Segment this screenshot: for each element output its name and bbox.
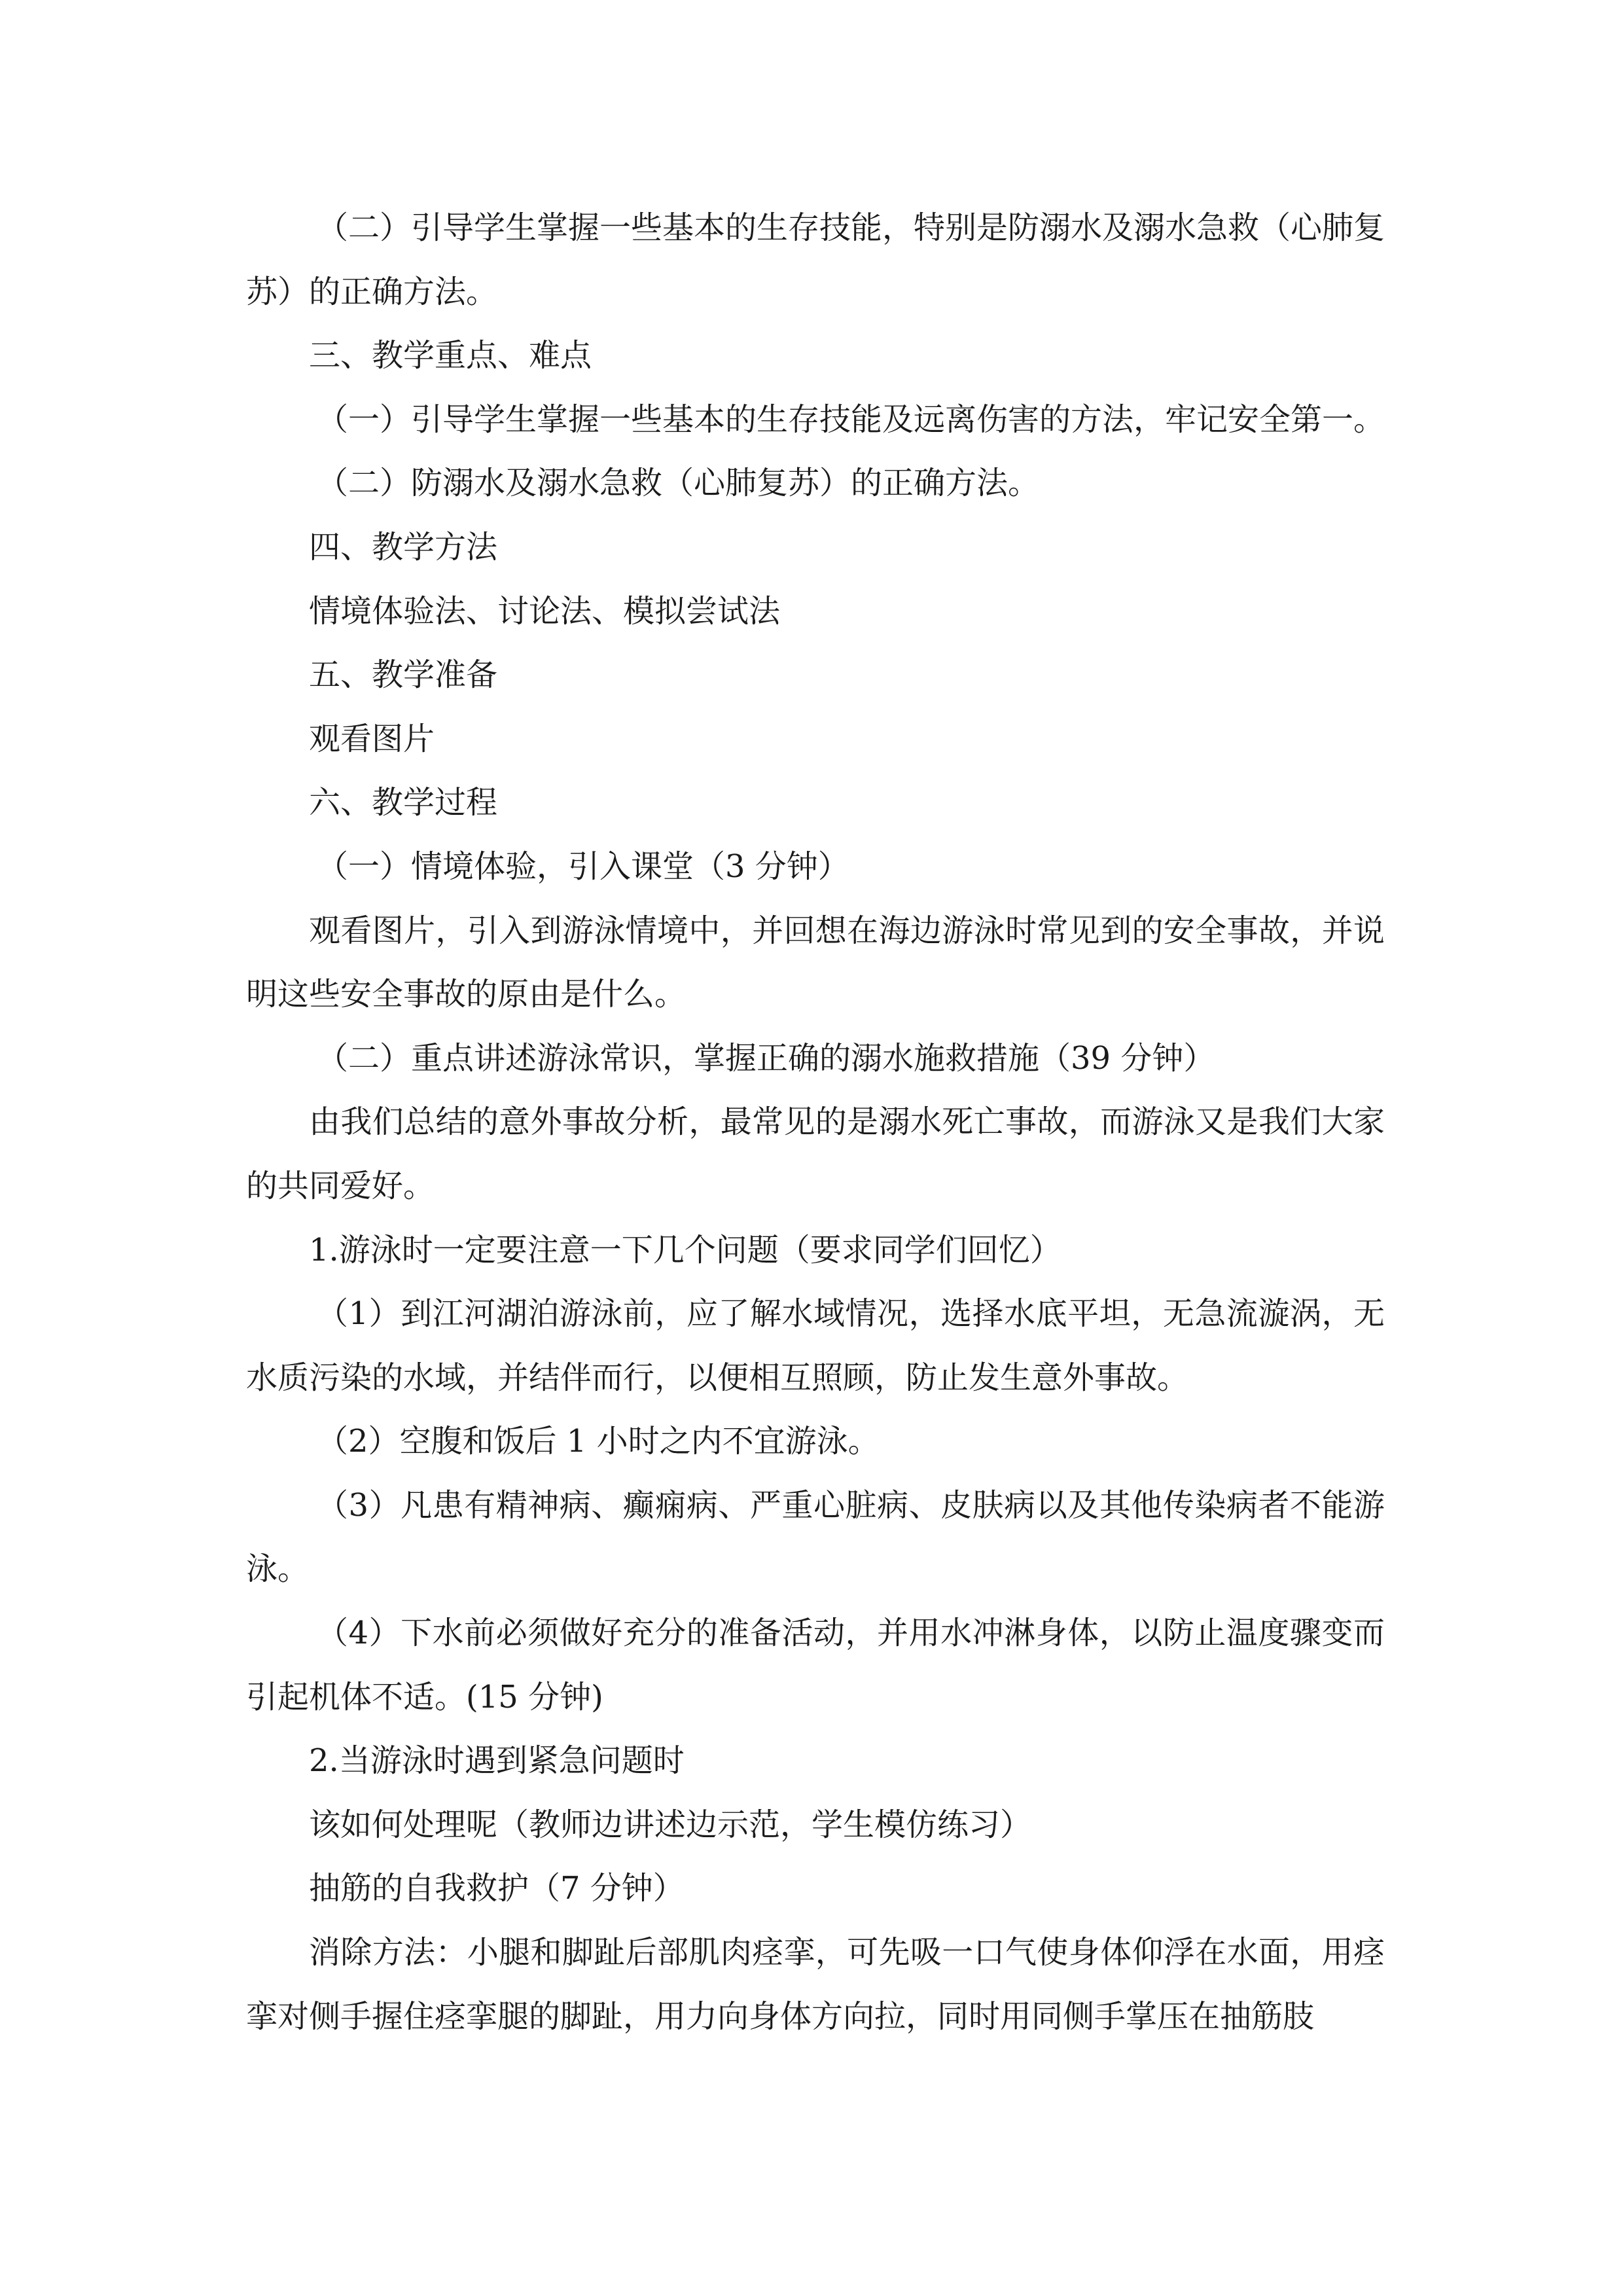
section-heading: 五、教学准备 [309,656,498,694]
document-body [246,196,1385,2049]
paragraph: 观看图片 [309,720,435,757]
paragraph: （3）凡患有精神病、癫痫病、严重心脏病、皮肤病以及其他传染病者不能游泳。 [246,1486,1385,1588]
section-heading: 四、教学方法 [309,528,498,565]
paragraph: 1.游泳时一定要注意一下几个问题（要求同学们回忆） [309,1231,1061,1268]
paragraph: 情境体验法、讨论法、模拟尝试法 [309,592,781,630]
section-heading: 六、教学过程 [309,784,498,821]
paragraph: 2.当游泳时遇到紧急问题时 [309,1742,685,1780]
paragraph: （2）空腹和饭后 1 小时之内不宜游泳。 [317,1423,880,1460]
paragraph: （一）情境体验，引入课堂（3 分钟） [317,848,849,885]
paragraph: （二）防溺水及溺水急救（心肺复苏）的正确方法。 [317,465,1040,502]
paragraph: （1）到江河湖泊游泳前，应了解水域情况，选择水底平坦，无急流漩涡，无水质污染的水域，并结伴而行，以便相互照顾，防止发生意外事故。 [246,1295,1385,1396]
section-heading: 三、教学重点、难点 [309,337,592,374]
paragraph: 由我们总结的意外事故分析，最常见的是溺水死亡事故，而游泳又是我们大家的共同爱好。 [246,1103,1385,1204]
paragraph: 观看图片，引入到游泳情境中，并回想在海边游泳时常见到的安全事故，并说明这些安全事故的原由是什么。 [246,912,1385,1013]
paragraph: （4）下水前必须做好充分的准备活动，并用水冲淋身体，以防止温度骤变而引起机体不适。(15 分钟) [246,1615,1385,1715]
paragraph: （一）引导学生掌握一些基本的生存技能及远离伤害的方法，牢记安全第一。 [317,401,1385,438]
paragraph: 该如何处理呢（教师边讲述边示范，学生模仿练习） [309,1806,1032,1843]
paragraph: 消除方法：小腿和脚趾后部肌肉痉挛，可先吸一口气使身体仰浮在水面，用痉挛对侧手握住痉挛腿的脚趾，用力向身体方向拉，同时用同侧手掌压在抽筋肢 [246,1934,1385,2035]
paragraph: （二）重点讲述游泳常识，掌握正确的溺水施救措施（39 分钟） [317,1039,1215,1077]
paragraph: 抽筋的自我救护（7 分钟） [309,1870,685,1907]
paragraph: （二）引导学生掌握一些基本的生存技能，特别是防溺水及溺水急救（心肺复苏）的正确方法。 [246,209,1385,310]
